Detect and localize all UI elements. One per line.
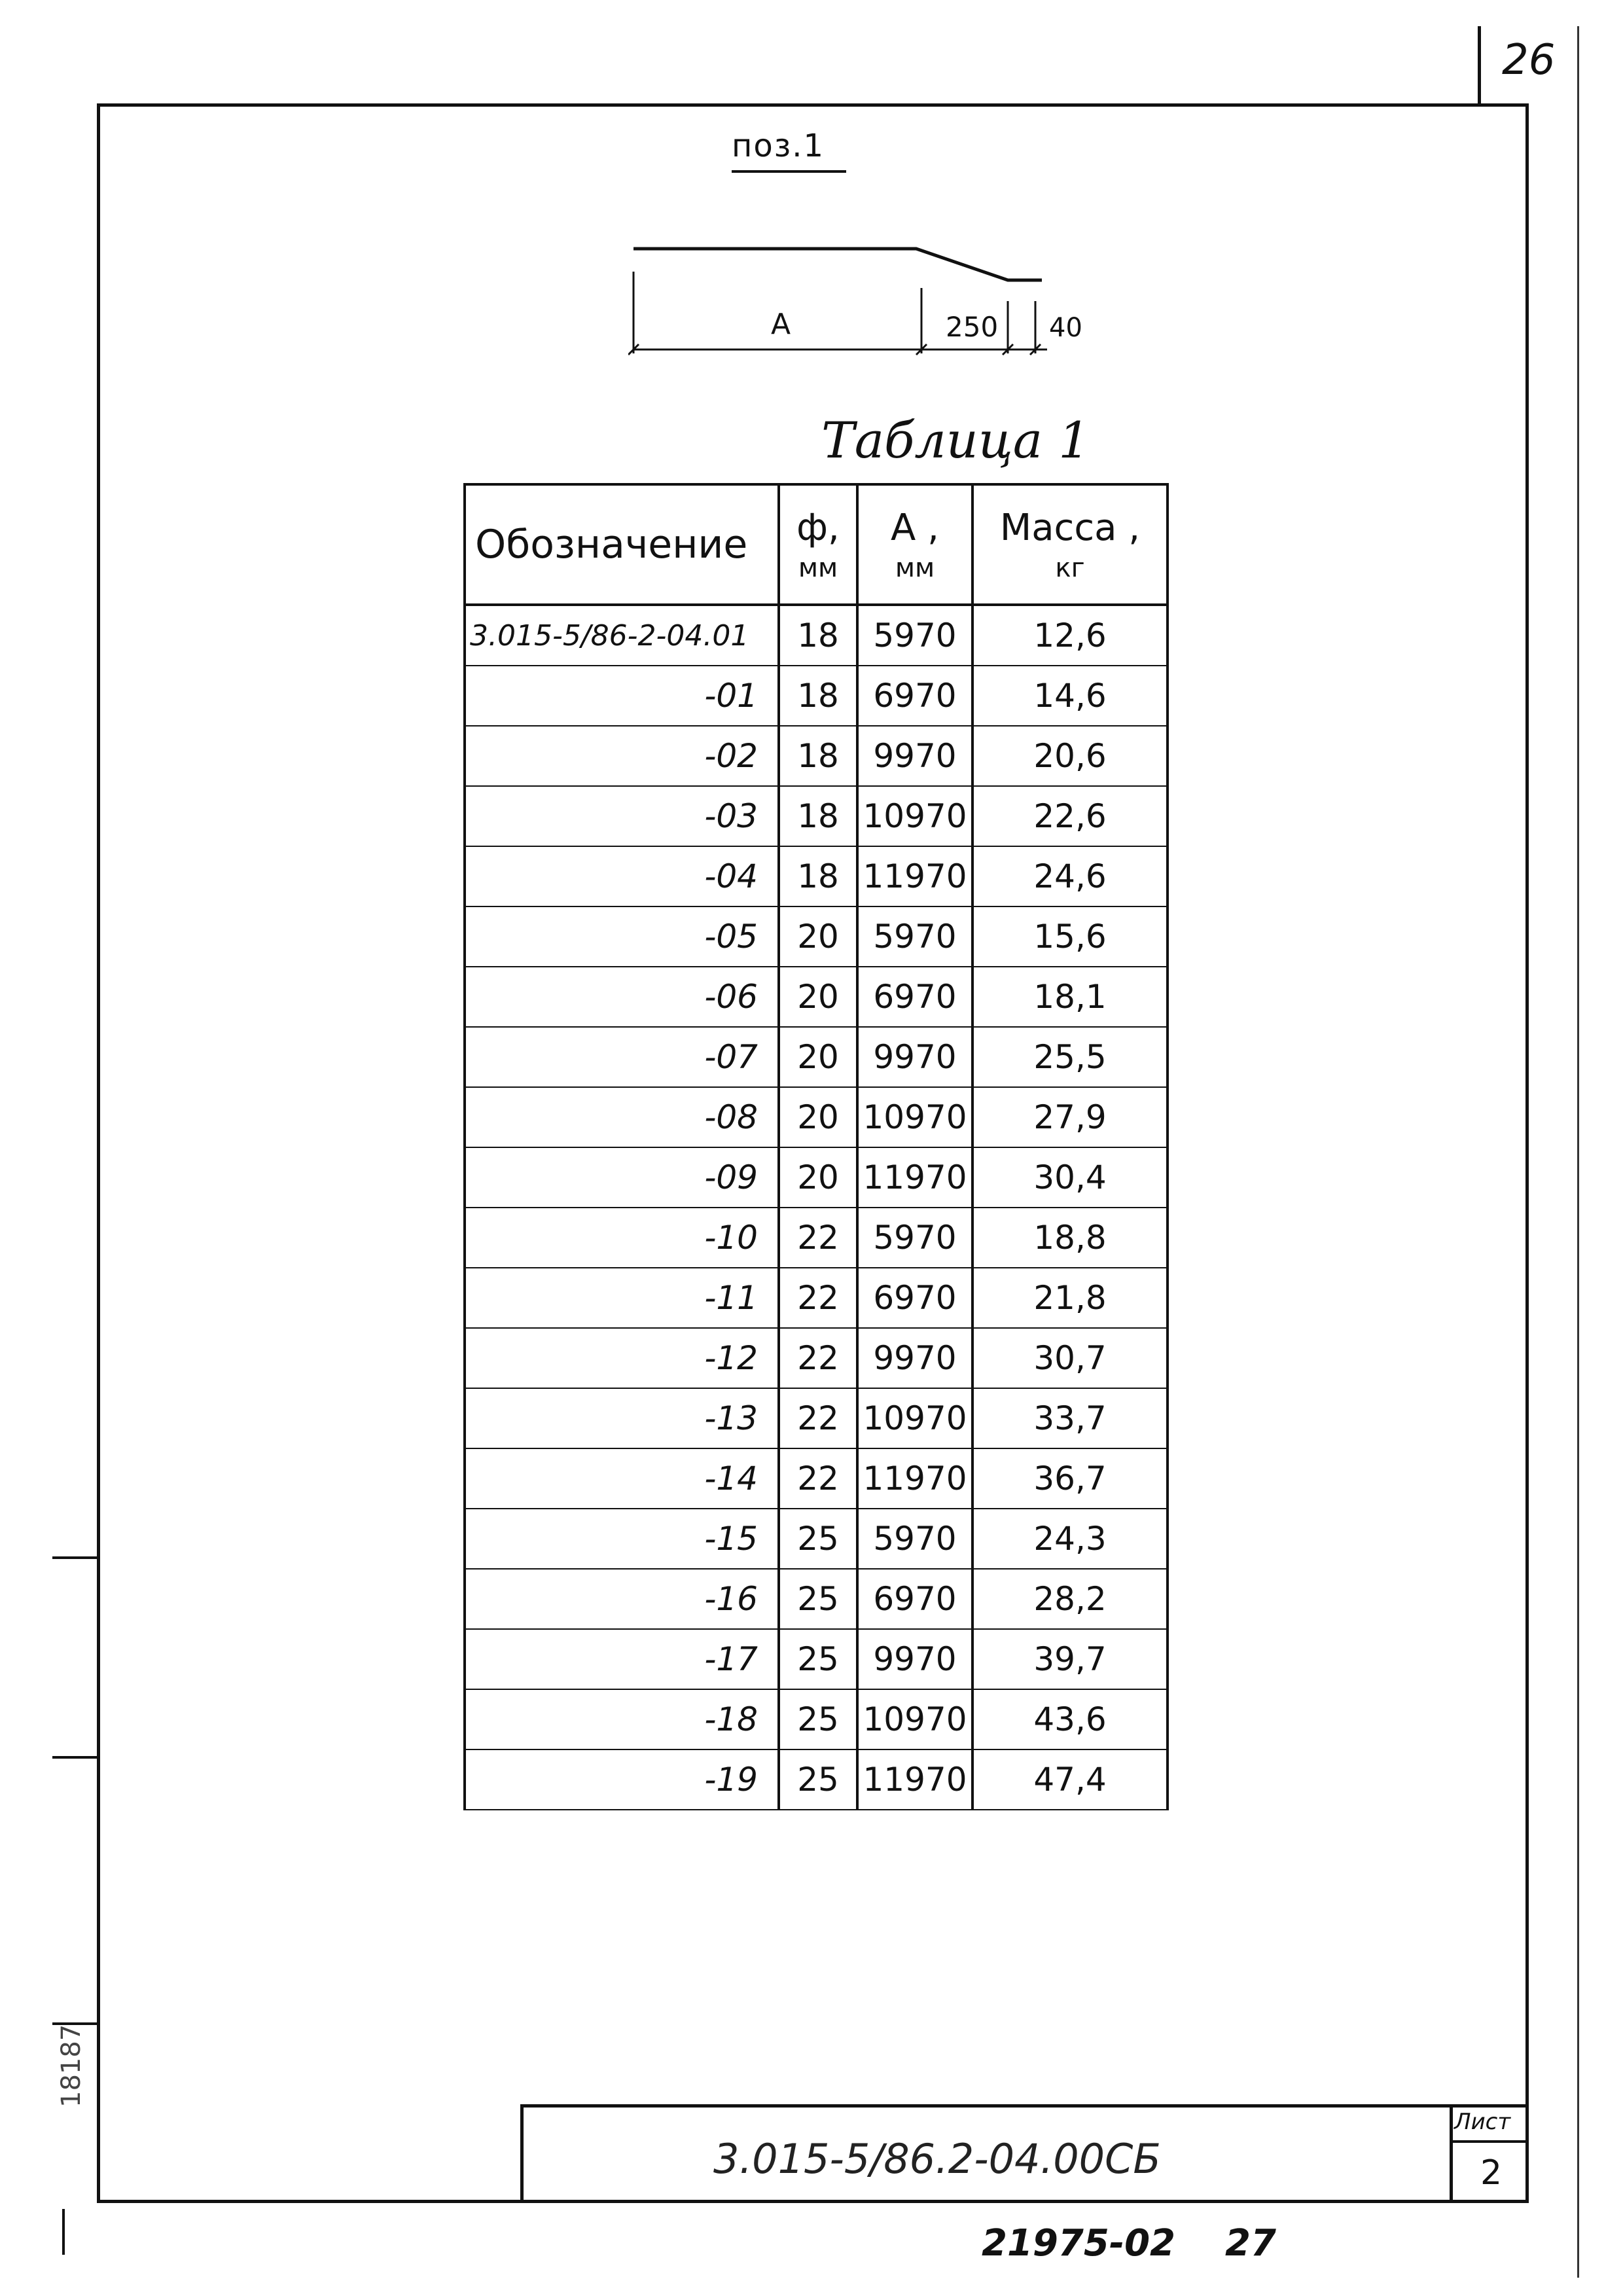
bar-sketch bbox=[628, 236, 1099, 367]
left-margin-tick bbox=[52, 1756, 98, 1759]
cell-phi: 20 bbox=[779, 906, 857, 967]
cell-a: 5970 bbox=[857, 1509, 972, 1569]
position-label: поз.1 bbox=[732, 128, 825, 164]
cell-mass: 15,6 bbox=[972, 906, 1168, 967]
cell-phi: 25 bbox=[779, 1569, 857, 1629]
cell-phi: 22 bbox=[779, 1328, 857, 1388]
cell-a: 11970 bbox=[857, 1749, 972, 1810]
cell-phi: 18 bbox=[779, 846, 857, 906]
table-row bbox=[465, 1569, 1168, 1629]
table-row bbox=[465, 786, 1168, 846]
table-row bbox=[465, 1629, 1168, 1689]
right-edge-line bbox=[1577, 26, 1579, 2278]
cell-a: 9970 bbox=[857, 1629, 972, 1689]
header-a bbox=[857, 484, 972, 605]
dimension-40-label: 40 bbox=[1049, 313, 1082, 343]
left-margin-text: 18187 bbox=[56, 2024, 86, 2108]
table-row bbox=[465, 1328, 1168, 1388]
table-row bbox=[465, 1388, 1168, 1448]
cell-code: -12 bbox=[465, 1328, 779, 1388]
cell-phi: 20 bbox=[779, 1027, 857, 1087]
header-mass-unit: кг bbox=[1055, 552, 1085, 583]
cell-mass: 47,4 bbox=[972, 1749, 1168, 1810]
cell-a: 6970 bbox=[857, 1268, 972, 1328]
cell-a: 9970 bbox=[857, 1027, 972, 1087]
cell-code: -01 bbox=[465, 666, 779, 726]
table-row bbox=[465, 605, 1168, 666]
table-row bbox=[465, 967, 1168, 1027]
table-row bbox=[465, 906, 1168, 967]
cell-a: 11970 bbox=[857, 846, 972, 906]
document-code: 3.015-5/86.2-04.00СБ bbox=[713, 2135, 1161, 2183]
cell-mass: 18,8 bbox=[972, 1208, 1168, 1268]
cell-a: 9970 bbox=[857, 1328, 972, 1388]
header-mass-main: Масса , bbox=[999, 506, 1141, 549]
cell-mass: 30,4 bbox=[972, 1147, 1168, 1208]
cell-phi: 25 bbox=[779, 1749, 857, 1810]
cell-phi: 25 bbox=[779, 1509, 857, 1569]
cell-mass: 20,6 bbox=[972, 726, 1168, 786]
cell-phi: 22 bbox=[779, 1388, 857, 1448]
table-row bbox=[465, 1087, 1168, 1147]
cell-a: 10970 bbox=[857, 786, 972, 846]
bar-outline bbox=[633, 249, 1042, 280]
cell-mass: 22,6 bbox=[972, 786, 1168, 846]
left-bottom-mark bbox=[62, 2209, 65, 2255]
cell-a: 10970 bbox=[857, 1087, 972, 1147]
table-row bbox=[465, 846, 1168, 906]
cell-phi: 18 bbox=[779, 666, 857, 726]
cell-code: 3.015-5/86-2-04.01 bbox=[465, 605, 779, 666]
cell-a: 11970 bbox=[857, 1147, 972, 1208]
table-title: Таблица 1 bbox=[821, 411, 1090, 469]
table-row bbox=[465, 1448, 1168, 1509]
cell-phi: 18 bbox=[779, 605, 857, 666]
cell-code: -08 bbox=[465, 1087, 779, 1147]
cell-a: 10970 bbox=[857, 1689, 972, 1749]
table-row bbox=[465, 666, 1168, 726]
archive-number: 21975-02 bbox=[982, 2222, 1175, 2265]
cell-a: 5970 bbox=[857, 906, 972, 967]
cell-code: -19 bbox=[465, 1749, 779, 1810]
header-phi bbox=[779, 484, 857, 605]
cell-mass: 18,1 bbox=[972, 967, 1168, 1027]
header-a-main: А , bbox=[891, 506, 939, 549]
table-row bbox=[465, 1749, 1168, 1810]
cell-phi: 18 bbox=[779, 726, 857, 786]
cell-a: 6970 bbox=[857, 1569, 972, 1629]
cell-phi: 22 bbox=[779, 1208, 857, 1268]
cell-phi: 20 bbox=[779, 1087, 857, 1147]
cell-mass: 30,7 bbox=[972, 1328, 1168, 1388]
cell-a: 5970 bbox=[857, 605, 972, 666]
cell-code: -14 bbox=[465, 1448, 779, 1509]
cell-mass: 25,5 bbox=[972, 1027, 1168, 1087]
cell-code: -15 bbox=[465, 1509, 779, 1569]
cell-code: -11 bbox=[465, 1268, 779, 1328]
cell-code: -06 bbox=[465, 967, 779, 1027]
left-margin-tick bbox=[52, 1556, 98, 1559]
position-label-underline bbox=[732, 170, 846, 173]
cell-a: 9970 bbox=[857, 726, 972, 786]
table-row bbox=[465, 1147, 1168, 1208]
cell-mass: 33,7 bbox=[972, 1388, 1168, 1448]
header-a-unit: мм bbox=[895, 552, 935, 583]
cell-mass: 43,6 bbox=[972, 1689, 1168, 1749]
dimension-250-label: 250 bbox=[946, 311, 999, 343]
cell-a: 6970 bbox=[857, 967, 972, 1027]
cell-phi: 20 bbox=[779, 1147, 857, 1208]
cell-mass: 14,6 bbox=[972, 666, 1168, 726]
sheet-number: 2 bbox=[1480, 2153, 1503, 2193]
data-table bbox=[463, 483, 1169, 1810]
cell-code: -04 bbox=[465, 846, 779, 906]
table-row bbox=[465, 1268, 1168, 1328]
cell-phi: 22 bbox=[779, 1268, 857, 1328]
cell-code: -18 bbox=[465, 1689, 779, 1749]
corner-separator bbox=[1478, 26, 1481, 105]
dimension-a-label: A bbox=[771, 308, 791, 341]
header-phi-unit: мм bbox=[798, 552, 838, 583]
table-row bbox=[465, 1689, 1168, 1749]
table-row bbox=[465, 726, 1168, 786]
cell-a: 10970 bbox=[857, 1388, 972, 1448]
table-row bbox=[465, 1509, 1168, 1569]
cell-mass: 21,8 bbox=[972, 1268, 1168, 1328]
table-header-row bbox=[465, 484, 1168, 605]
cell-code: -07 bbox=[465, 1027, 779, 1087]
header-phi-main: ф, bbox=[796, 506, 840, 549]
cell-phi: 20 bbox=[779, 967, 857, 1027]
cell-code: -13 bbox=[465, 1388, 779, 1448]
cell-code: -09 bbox=[465, 1147, 779, 1208]
cell-phi: 22 bbox=[779, 1448, 857, 1509]
cell-code: -02 bbox=[465, 726, 779, 786]
cell-code: -17 bbox=[465, 1629, 779, 1689]
cell-code: -10 bbox=[465, 1208, 779, 1268]
table-row bbox=[465, 1027, 1168, 1087]
sheet-corner-number: 26 bbox=[1502, 36, 1556, 84]
cell-a: 11970 bbox=[857, 1448, 972, 1509]
cell-code: -16 bbox=[465, 1569, 779, 1629]
cell-code: -05 bbox=[465, 906, 779, 967]
cell-mass: 39,7 bbox=[972, 1629, 1168, 1689]
cell-mass: 27,9 bbox=[972, 1087, 1168, 1147]
cell-phi: 25 bbox=[779, 1629, 857, 1689]
cell-phi: 25 bbox=[779, 1689, 857, 1749]
sheet-cell-divider bbox=[1450, 2140, 1529, 2143]
cell-phi: 18 bbox=[779, 786, 857, 846]
sheet-label: Лист bbox=[1454, 2109, 1511, 2135]
cell-mass: 36,7 bbox=[972, 1448, 1168, 1509]
header-mass bbox=[972, 484, 1168, 605]
copy-number: 27 bbox=[1225, 2222, 1276, 2265]
table-row bbox=[465, 1208, 1168, 1268]
cell-mass: 24,3 bbox=[972, 1509, 1168, 1569]
cell-mass: 24,6 bbox=[972, 846, 1168, 906]
cell-code: -03 bbox=[465, 786, 779, 846]
cell-a: 5970 bbox=[857, 1208, 972, 1268]
cell-mass: 28,2 bbox=[972, 1569, 1168, 1629]
cell-mass: 12,6 bbox=[972, 605, 1168, 666]
header-designation: Обозначение bbox=[465, 484, 779, 605]
cell-a: 6970 bbox=[857, 666, 972, 726]
